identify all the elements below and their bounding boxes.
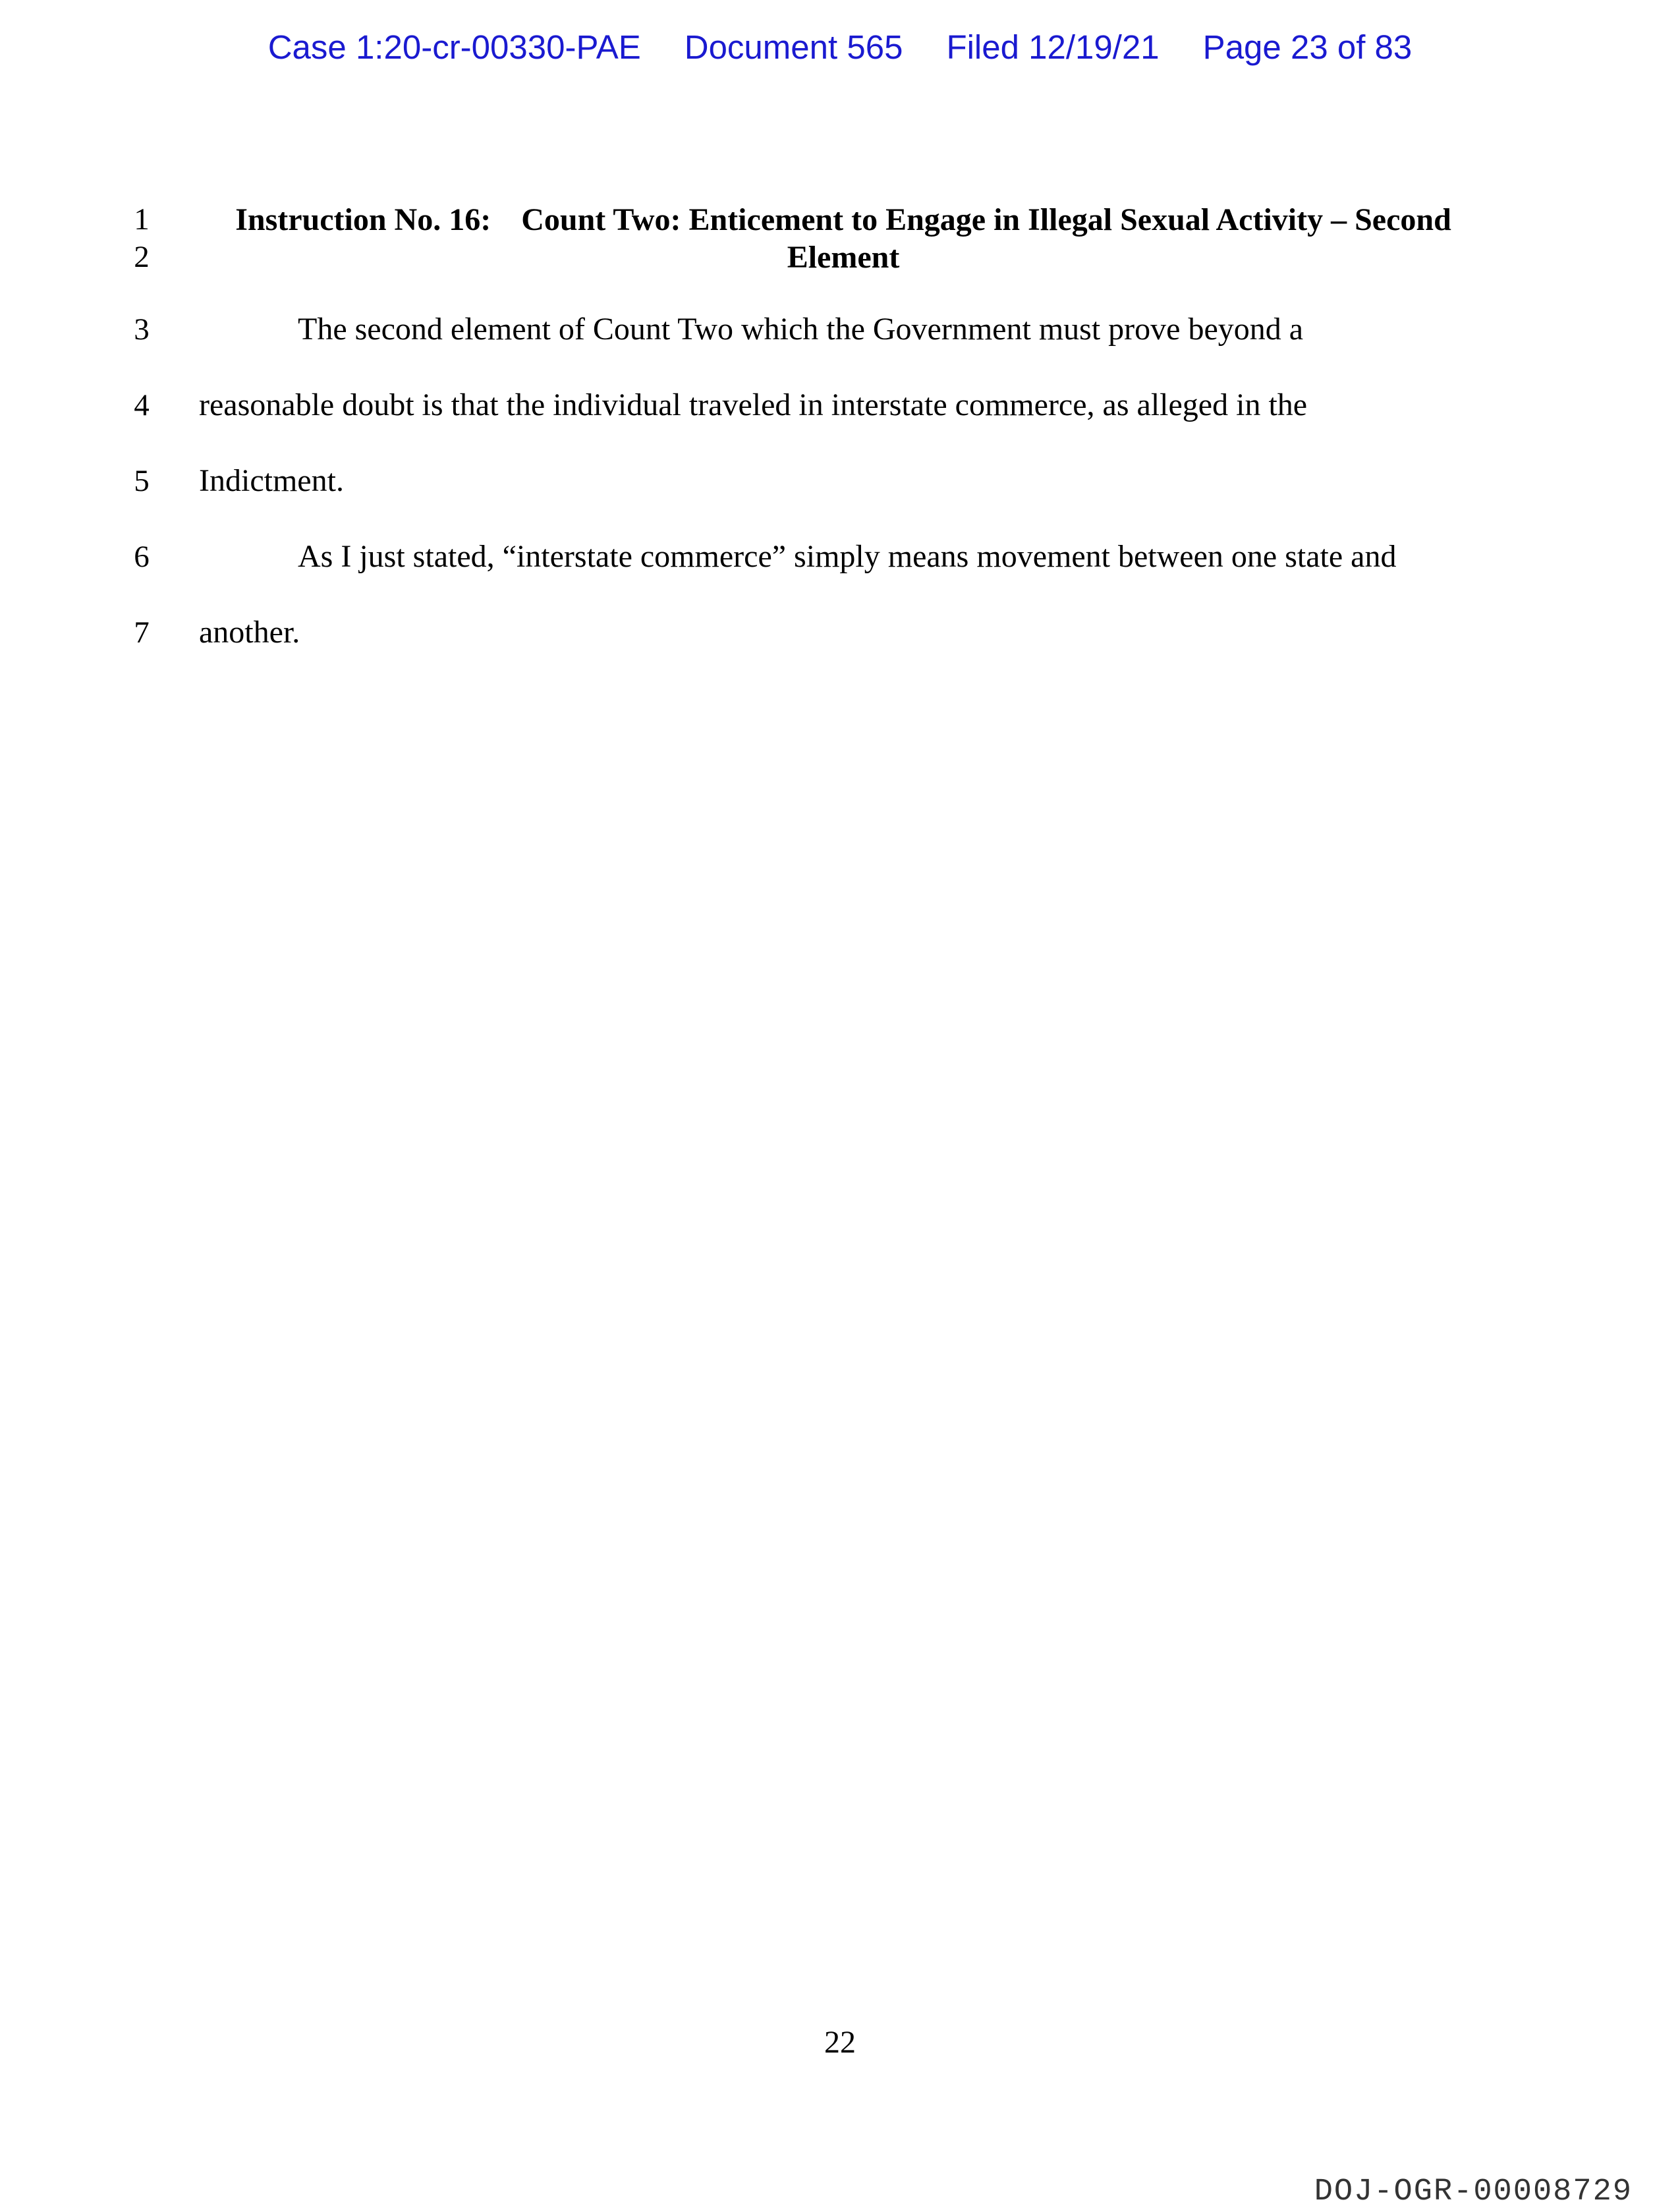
instruction-heading <box>198 201 1489 276</box>
line-number-5: 5 <box>134 464 150 498</box>
line-number-2: 2 <box>134 240 150 274</box>
page-count: Page 23 of 83 <box>1202 28 1413 66</box>
case-number: Case 1:20-cr-00330-PAE <box>267 28 641 66</box>
instruction-title: Count Two: Enticement to Engage in Illegal Sexual Activity – Second <box>521 202 1451 237</box>
document-number: Document 565 <box>684 28 903 66</box>
line-number-7: 7 <box>134 615 150 650</box>
line-number-3: 3 <box>134 312 150 347</box>
bates-number: DOJ-OGR-00008729 <box>1314 2174 1633 2209</box>
instruction-number: Instruction No. 16: <box>235 202 491 237</box>
body-line-6: As I just stated, “interstate commerce” simply means movement between one state and <box>298 539 1397 574</box>
body-line-5: Indictment. <box>199 463 344 498</box>
page-number: 22 <box>824 2025 856 2060</box>
instruction-title-continued: Element <box>787 240 900 275</box>
line-number-1: 1 <box>134 202 150 237</box>
filed-date: Filed 12/19/21 <box>946 28 1160 66</box>
line-number-6: 6 <box>134 540 150 574</box>
body-line-3: The second element of Count Two which the Government must prove beyond a <box>298 312 1304 347</box>
line-number-4: 4 <box>134 388 150 422</box>
body-line-7: another. <box>199 615 300 650</box>
ecf-filing-header <box>0 28 1680 67</box>
body-line-4: reasonable doubt is that the individual traveled in interstate commerce, as alleged in the <box>199 387 1308 422</box>
